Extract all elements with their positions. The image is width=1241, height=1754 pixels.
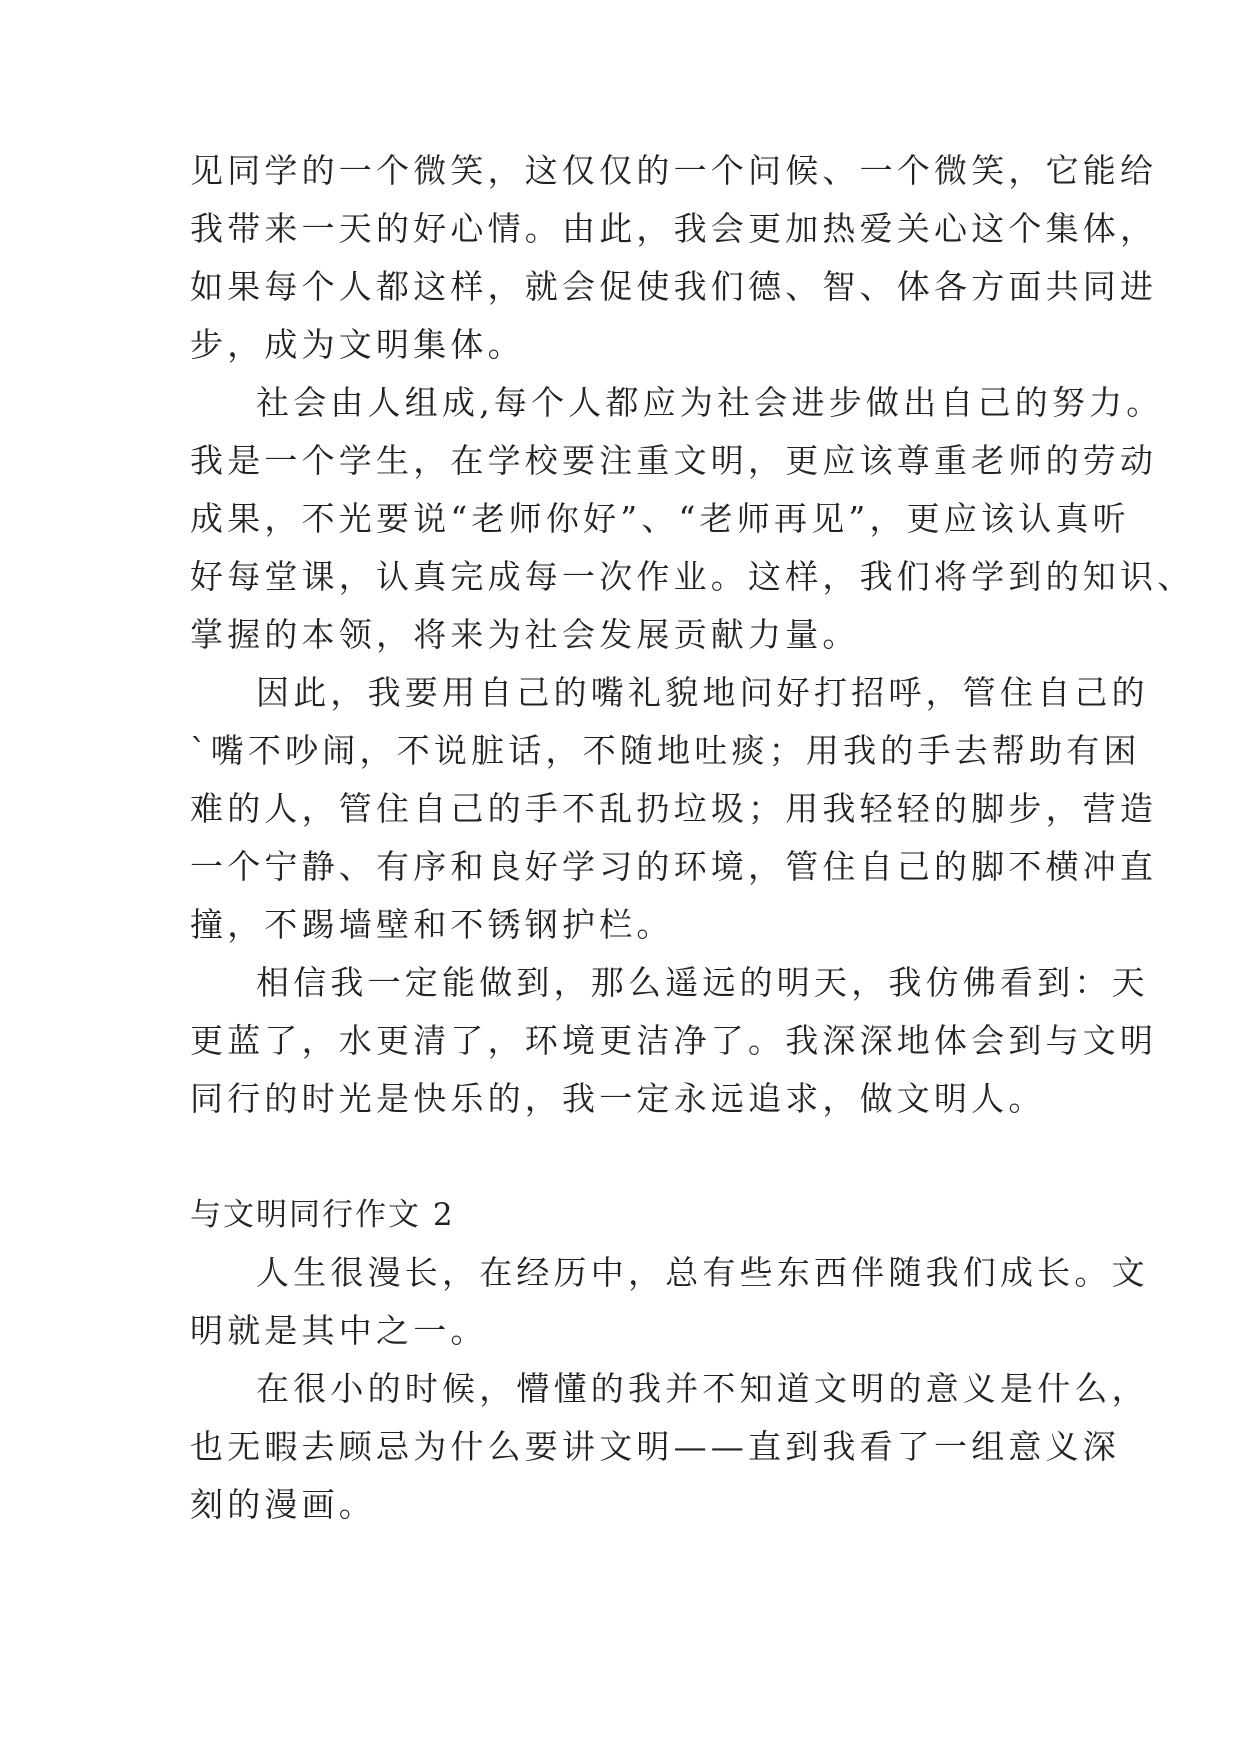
paragraph-start-line: 社会由人组成,每个人都应为社会进步做出自己的努力。: [256, 383, 1164, 422]
text-line: 撞，不踢墙壁和不锈钢护栏。: [190, 905, 674, 944]
text-line: 一个宁静、有序和良好学习的环境，管住自己的脚不横冲直: [190, 847, 1158, 886]
text-line: 难的人，管住自己的手不乱扔垃圾；用我轻轻的脚步，营造: [190, 789, 1158, 828]
text-line: 我是一个学生，在学校要注重文明，更应该尊重老师的劳动: [190, 441, 1158, 480]
text-line: 同行的时光是快乐的，我一定永远追求，做文明人。: [190, 1079, 1046, 1118]
text-line: 好每堂课，认真完成每一次作业。这样，我们将学到的知识、: [190, 557, 1195, 596]
paragraph-start-line: 相信我一定能做到，那么遥远的明天，我仿佛看到：天: [256, 963, 1149, 1002]
paragraph-start-line: 因此，我要用自己的嘴礼貌地问好打招呼，管住自己的: [256, 673, 1149, 712]
text-line: 我带来一天的好心情。由此，我会更加热爱关心这个集体，: [190, 209, 1158, 248]
text-line: `嘴不吵闹，不说脏话，不随地吐痰；用我的手去帮助有困: [190, 731, 1141, 770]
text-line: 刻的漫画。: [190, 1485, 376, 1524]
text-line: 见同学的一个微笑，这仅仅的一个问候、一个微笑，它能给: [190, 151, 1158, 190]
text-line: 如果每个人都这样，就会促使我们德、智、体各方面共同进: [190, 267, 1158, 306]
section-heading: 与文明同行作文 2: [190, 1197, 455, 1233]
text-line: 更蓝了，水更清了，环境更洁净了。我深深地体会到与文明: [190, 1021, 1158, 1060]
text-line: 步，成为文明集体。: [190, 325, 525, 364]
text-line: 成果，不光要说“老师你好”、“老师再见”，更应该认真听: [190, 499, 1130, 538]
text-line: 也无暇去顾忌为什么要讲文明——直到我看了一组意义深: [190, 1427, 1120, 1466]
paragraph-start-line: 在很小的时候，懵懂的我并不知道文明的意义是什么，: [256, 1369, 1149, 1408]
text-line: 掌握的本领，将来为社会发展贡献力量。: [190, 615, 860, 654]
paragraph-start-line: 人生很漫长，在经历中，总有些东西伴随我们成长。文: [256, 1253, 1149, 1292]
text-line: 明就是其中之一。: [190, 1311, 488, 1350]
